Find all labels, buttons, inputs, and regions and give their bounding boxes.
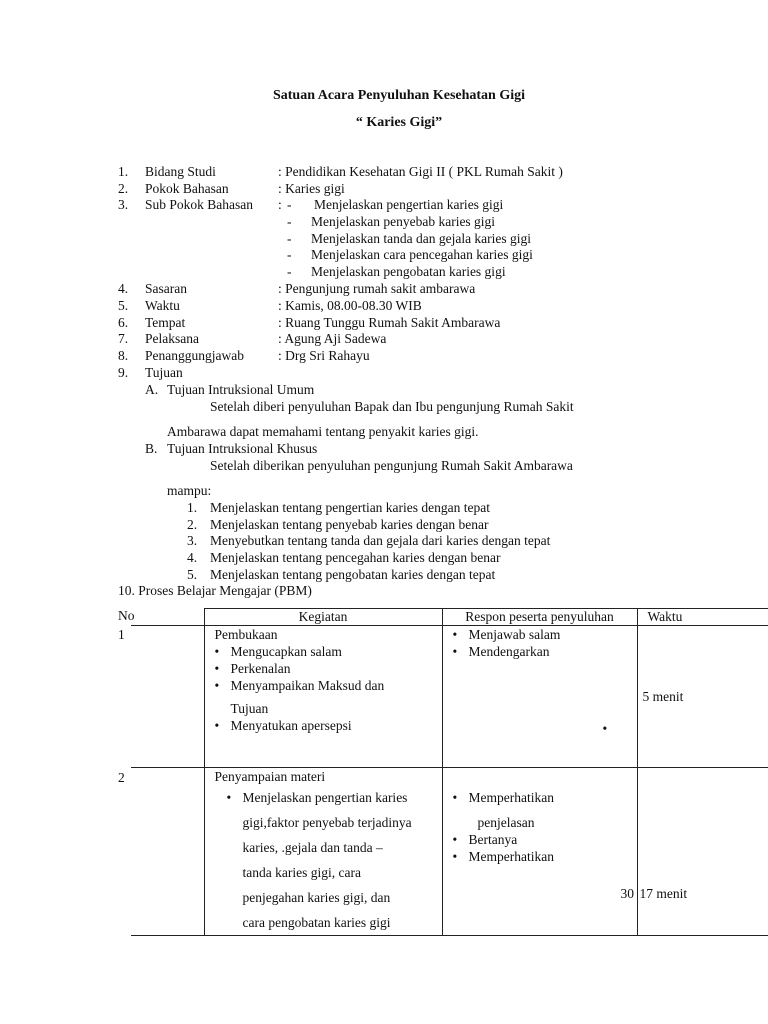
tujuan-khusus-heading: Tujuan Intruksional Khusus xyxy=(167,441,318,456)
sub-topic: Menjelaskan tanda dan gejala karies gigi xyxy=(311,231,532,246)
header-no xyxy=(131,609,204,626)
list-item: Menjelaskan tentang penyebab karies dengan benar xyxy=(210,517,489,532)
item-number: 1. xyxy=(118,164,129,179)
item-label: Penanggungjawab xyxy=(145,348,244,363)
kegiatan-cell xyxy=(204,626,442,768)
header-respon: Respon peserta penyuluhan xyxy=(442,609,637,626)
kegiatan-item: • Mengucapkan salam xyxy=(205,643,442,660)
list-number: 3. xyxy=(187,533,198,548)
item-label: Bidang Studi xyxy=(145,164,216,179)
item-label: Tempat xyxy=(145,315,186,330)
sub-topic: Menjelaskan penyebab karies gigi xyxy=(311,214,496,229)
kegiatan-item-continued: tanda karies gigi, cara xyxy=(242,865,361,880)
item-number: 4. xyxy=(118,281,129,296)
respon-extra: 30 xyxy=(620,886,634,901)
item-number: 9. xyxy=(118,365,129,380)
item-value: : Kamis, 08.00-08.30 WIB xyxy=(278,298,422,313)
list-item: Menjelaskan tentang pengobatan karies dengan tepat xyxy=(210,567,496,582)
header-no-label: No xyxy=(118,608,135,623)
item-label: Tujuan xyxy=(145,365,183,380)
dash-marker: - xyxy=(287,214,292,229)
bullet-marker: • xyxy=(602,721,608,736)
item-value: : Agung Aji Sadewa xyxy=(278,331,387,346)
respon-cell xyxy=(442,626,637,768)
item-number: 5. xyxy=(118,298,129,313)
kegiatan-title: Penyampaian materi xyxy=(214,769,326,784)
respon-item: • Menjawab salam xyxy=(443,626,637,643)
kegiatan-item: • Perkenalan xyxy=(205,660,442,677)
list-number: 1. xyxy=(187,500,198,515)
no-cell xyxy=(131,768,204,936)
kegiatan-item: • Menyampaikan Maksud dan xyxy=(205,677,442,694)
dash-marker: - xyxy=(287,231,292,246)
document-title: Satuan Acara Penyuluhan Kesehatan Gigi xyxy=(272,88,526,103)
dash-marker: - xyxy=(287,264,292,279)
section-letter: B. xyxy=(145,441,158,456)
list-number: 5. xyxy=(187,567,198,582)
kegiatan-item: • Menyatukan apersepsi xyxy=(205,717,442,734)
respon-item: • Memperhatikan xyxy=(443,785,637,810)
dash-marker: - xyxy=(287,247,292,262)
pbm-heading: 10. Proses Belajar Mengajar (PBM) xyxy=(118,583,312,598)
no-cell xyxy=(131,626,204,768)
tujuan-umum-heading: Tujuan Intruksional Umum xyxy=(167,382,315,397)
respon-item-continued: penjelasan xyxy=(477,815,535,830)
kegiatan-item: • Menjelaskan pengertian karies xyxy=(217,785,442,810)
waktu-cell xyxy=(637,768,768,936)
kegiatan-cell xyxy=(204,768,442,936)
tujuan-khusus-text: mampu: xyxy=(167,483,212,498)
row-number: 2 xyxy=(118,770,125,785)
table-row xyxy=(131,768,768,936)
item-value: : Pengunjung rumah sakit ambarawa xyxy=(278,281,476,296)
item-label: Sub Pokok Bahasan xyxy=(145,197,253,212)
list-number: 2. xyxy=(187,517,198,532)
waktu-cell xyxy=(637,626,768,768)
tujuan-umum-text: Ambarawa dapat memahami tentang penyakit karies gigi. xyxy=(167,424,479,439)
kegiatan-item-continued: cara pengobatan karies gigi xyxy=(242,915,391,930)
section-letter: A. xyxy=(145,382,159,397)
respon-item: • Mendengarkan xyxy=(443,643,637,660)
kegiatan-item-continued: gigi,faktor penyebab terjadinya xyxy=(242,815,412,830)
pbm-table xyxy=(131,608,768,936)
item-number: 8. xyxy=(118,348,129,363)
item-value: : Ruang Tunggu Rumah Sakit Ambarawa xyxy=(278,315,501,330)
sub-topic: Menjelaskan pengobatan karies gigi xyxy=(311,264,506,279)
item-label: Pokok Bahasan xyxy=(145,181,229,196)
item-label: Sasaran xyxy=(145,281,187,296)
table-row xyxy=(131,626,768,768)
table-header-row xyxy=(131,609,768,626)
list-item: Menjelaskan tentang pencegahan karies dengan benar xyxy=(210,550,501,565)
item-label: Waktu xyxy=(145,298,180,313)
list-item: Menjelaskan tentang pengertian karies dengan tepat xyxy=(210,500,491,515)
item-number: 6. xyxy=(118,315,129,330)
tujuan-khusus-text: Setelah diberikan penyuluhan pengunjung Rumah Sakit Ambarawa xyxy=(210,458,573,473)
tujuan-umum-text: Setelah diberi penyuluhan Bapak dan Ibu pengunjung Rumah Sakit xyxy=(210,399,574,414)
item-number: 7. xyxy=(118,331,129,346)
item-number: 2. xyxy=(118,181,129,196)
kegiatan-item-continued: penjegahan karies gigi, dan xyxy=(242,890,391,905)
respon-cell xyxy=(442,768,637,936)
sub-topic: Menjelaskan pengertian karies gigi xyxy=(314,197,504,212)
item-number: 3. xyxy=(118,197,129,212)
sub-topic: Menjelaskan cara pencegahan karies gigi xyxy=(311,247,533,262)
item-value: : Pendidikan Kesehatan Gigi II ( PKL Rumah Sakit ) xyxy=(278,164,563,179)
kegiatan-title: Pembukaan xyxy=(214,627,278,642)
header-waktu: Waktu xyxy=(637,609,768,626)
waktu-value: 17 menit xyxy=(639,886,688,901)
document-subtitle: “ Karies Gigi” xyxy=(355,115,443,130)
item-label: Pelaksana xyxy=(145,331,199,346)
item-value: : xyxy=(278,197,282,212)
dash-marker: - xyxy=(287,197,292,212)
item-value: : Karies gigi xyxy=(278,181,345,196)
item-value: : Drg Sri Rahayu xyxy=(278,348,370,363)
kegiatan-item-continued: karies, .gejala dan tanda – xyxy=(242,840,383,855)
list-number: 4. xyxy=(187,550,198,565)
respon-item: • Bertanya xyxy=(443,831,637,848)
respon-item: • Memperhatikan xyxy=(443,848,637,865)
header-kegiatan: Kegiatan xyxy=(204,609,442,626)
kegiatan-item-continued: Tujuan xyxy=(230,701,269,716)
waktu-value: 5 menit xyxy=(642,688,684,704)
list-item: Menyebutkan tentang tanda dan gejala dari karies dengan tepat xyxy=(210,533,551,548)
row-number: 1 xyxy=(118,627,125,642)
